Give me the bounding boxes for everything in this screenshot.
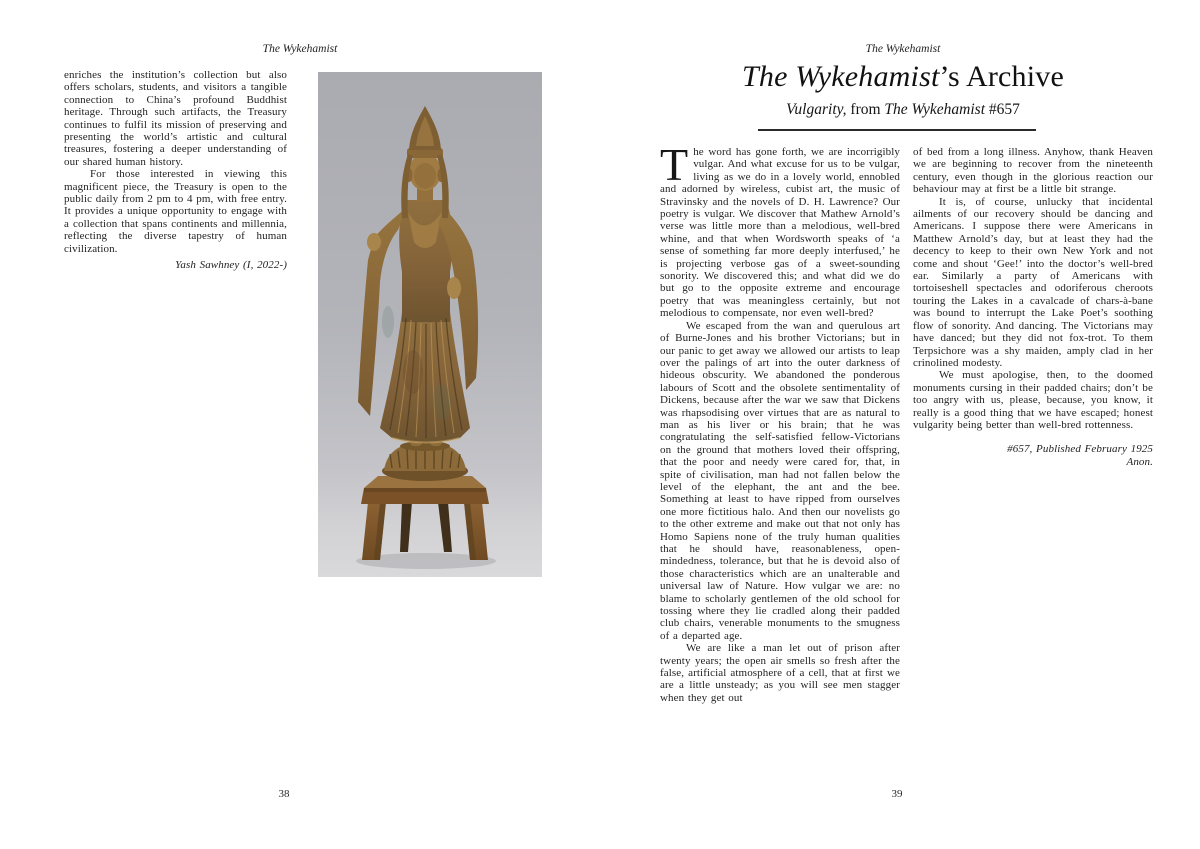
running-head-left: The Wykehamist <box>262 43 338 55</box>
paragraph: We escaped from the wan and querulous art of Burne-Jones and his brother Victorians; but in our panic to get away we allowed our artists to leap over the palings of art into the outer darkness of hideous obscurity. We abandoned the ponderous labours of Scott and the obsolete sentimentality of Dickens, because after the war we saw that Dickens was rhapsodising over virtues that are as natural to man as his liver or his brain; that he was congratulating the self-satisfied fellow-Victorians on the ground that mothers loved their offspring, that the poor and needy were cared for, that, in spite of civilisation, man had not fallen below the level of the elephant, the ant and the bee. Something at least to have ripped from ourselves one more fictitious halo. And then our novelists go to the other extreme and make out that not only has Homo Sapiens none of the truly human qualities that he should have, reasonableness, open-mindedness, tolerance, but that he is devoid also of those characteristics which are an unalterable and universal law of Nature. How vulgar we are: no blame to scholarly gentlemen of the old school for tossing where they lie cradled along their padded club chairs, venerable monuments to the smugness of a departed age. <box>660 319 900 642</box>
page-number-left: 38 <box>278 788 290 800</box>
drop-cap: T <box>660 139 689 190</box>
article-column-2 <box>913 146 1153 704</box>
subtitle-title: Vulgarity, <box>786 101 847 118</box>
attribution-issue-date: #657, Published February 1925 <box>1007 443 1153 456</box>
paragraph: For those interested in viewing this magnificent piece, the Treasury is open to the public daily from 2 pm to 4 pm, with free entry. It provides a unique opportunity to engage with a collection that spans continents and millennia, reflecting the diverse tapestry of human civilization. <box>64 168 287 255</box>
article-column-1 <box>660 139 900 704</box>
attribution <box>913 443 1153 468</box>
paragraph: of bed from a long illness. Anyhow, thank Heaven we are beginning to recover from the nineteenth century, even though in the glorious reaction our behaviour may at first be a little bit strange. <box>913 146 1153 196</box>
article-subtitle <box>657 101 1149 119</box>
page-title-rest: ’s Archive <box>939 60 1064 93</box>
title-divider-rule <box>758 129 1036 131</box>
subtitle-source: The Wykehamist <box>884 101 986 118</box>
paragraph: enriches the institution’s collection but also offers scholars, students, and visitors a tangible connection to China’s profound Buddhist heritage. Through such artifacts, the Treasury continues to fulfil its mission of preserving and presenting the world’s artistic and cultural treasures, fostering a deeper understanding of our shared human history. <box>64 69 287 168</box>
paragraph: We are like a man let out of prison after twenty years; the open air smells so fresh after the false, artificial atmosphere of a cell, that at first we are a little unsteady; as you will see men stagger when they get out <box>660 642 900 704</box>
paragraph <box>660 139 900 320</box>
attribution-author: Anon. <box>1126 455 1153 468</box>
paragraph: It is, of course, unlucky that incidental ailments of our recovery should be dancing and Americans. I suppose there were Americans in Matthew Arnold’s day, but at least they had the decency to keep to their own New York and not come and shout ‘Gee!’ into the doctor’s well-bred ear. Similarly a party of Americans with tortoiseshell spectacles and odoriferous cheroots touring the Lakes in a cavalcade of chars-à-bane was bound to interrupt the Lake Poet’s soothing flow of sonority. And dancing. The Victorians may have danced; but they did not fox-trot. To them Terpsichore was a shy maiden, amply clad in her crinolined modesty. <box>913 195 1153 369</box>
statue-illustration <box>318 72 542 577</box>
article-body <box>660 139 1153 704</box>
running-head-right: The Wykehamist <box>865 43 941 55</box>
left-page-text <box>64 69 287 272</box>
byline: Yash Sawhney (I, 2022-) <box>175 259 287 272</box>
page-title-italic: The Wykehamist <box>742 60 940 93</box>
statue-photo <box>318 72 542 577</box>
subtitle-issue: #657 <box>985 101 1020 118</box>
paragraph: We must apologise, then, to the doomed monuments cursing in their padded chairs; don’t be too angry with us, please, because, you know, it really is a good thing that we have escaped; honest vulgarity being better than well-bred rottenness. <box>913 369 1153 431</box>
page-title <box>657 60 1149 94</box>
page-number-right: 39 <box>891 788 903 800</box>
paragraph-text: he word has gone forth, we are incorrigibly vulgar. And what excuse for us to be vulgar, living as we do in a lovely world, ennobled and adorned by wireless, cubist art, the music of Stravinsky and the novels of D. H. Lawrence? Our poetry is vulgar. We discover that Mathew Arnold’s verse was little more than a melodious, well-bred whine, and that when Wordsworth speaks of ‘a sense of something far more deeply interfused,’ he is projecting verbose gas of a sweet-sounding sonority. We discovered this; and what did we do but go to the opposite extreme and encourage poetry that was meaningless certainly, but not melodious to compensate, nor even well-bred? <box>660 146 900 320</box>
subtitle-mid: from <box>846 101 885 118</box>
